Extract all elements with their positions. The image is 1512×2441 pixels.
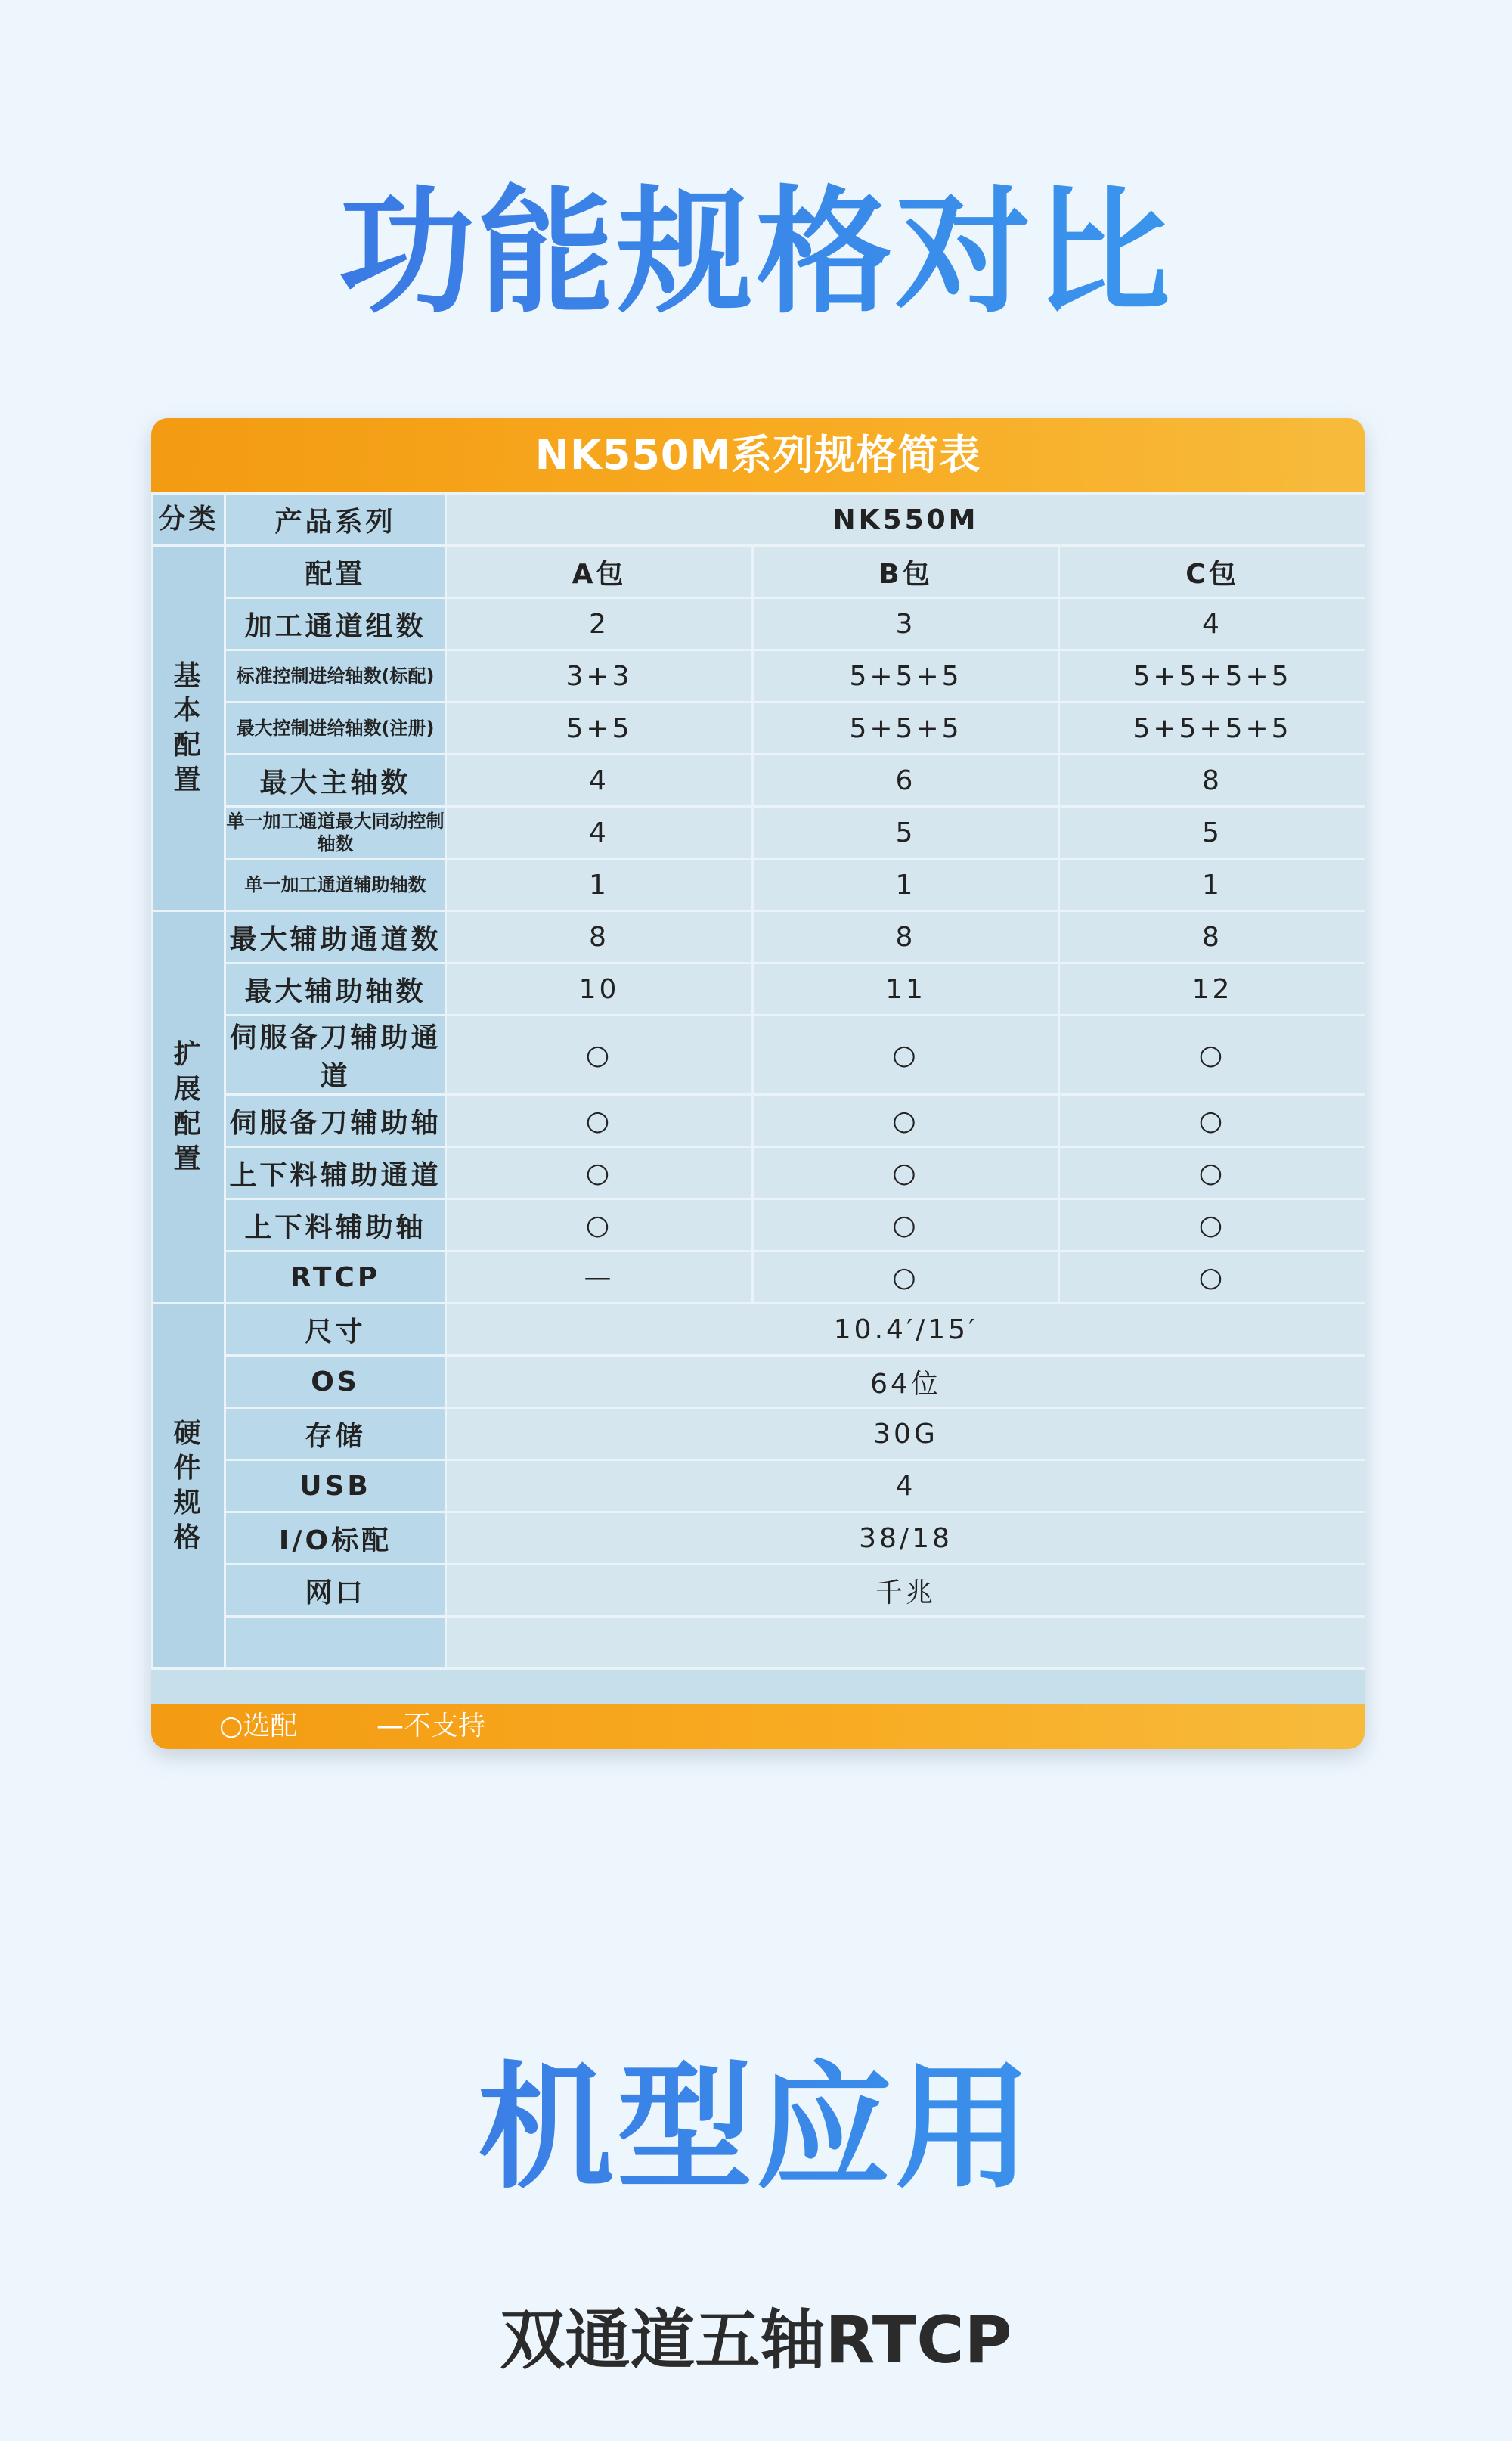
row-label: 加工通道组数	[225, 598, 446, 650]
table-cell: ○	[1059, 1095, 1365, 1147]
table-cell: 5+5	[446, 703, 753, 755]
table-cell: ○	[1059, 1016, 1365, 1095]
category-header: 分类	[153, 494, 225, 546]
row-label: 上下料辅助通道	[225, 1147, 446, 1199]
table-row	[153, 598, 1365, 650]
page-title: 功能规格对比	[0, 170, 1512, 337]
table-cell: 5	[753, 807, 1059, 859]
row-label: 伺服备刀辅助通道	[225, 1016, 446, 1095]
table-row	[153, 1016, 1365, 1095]
row-label: 最大辅助轴数	[225, 963, 446, 1016]
table-row	[153, 703, 1365, 755]
spec-table	[151, 492, 1365, 1670]
row-label: I/O标配	[225, 1512, 446, 1565]
table-cell: —	[446, 1252, 753, 1304]
table-cell: ○	[446, 1095, 753, 1147]
table-cell: 千兆	[446, 1565, 1365, 1617]
table-row	[153, 1565, 1365, 1617]
table-row	[153, 1147, 1365, 1199]
series-header: 产品系列	[225, 494, 446, 546]
table-row	[153, 1356, 1365, 1408]
row-label-empty	[225, 1617, 446, 1669]
table-cell: 5+5+5+5	[1059, 650, 1365, 703]
row-label: 最大控制进给轴数(注册)	[225, 703, 446, 755]
category-basic-label: 基本配置	[173, 660, 204, 796]
row-label: 尺寸	[225, 1304, 446, 1356]
row-label: OS	[225, 1356, 446, 1408]
category-hardware	[153, 1304, 225, 1669]
table-row	[153, 1199, 1365, 1252]
table-cell: 1	[1059, 859, 1365, 911]
table-cell: 10	[446, 963, 753, 1016]
section-subtitle: 双通道五轴RTCP	[500, 2303, 1012, 2378]
table-cell: ○	[753, 1252, 1059, 1304]
table-cell: 4	[446, 755, 753, 807]
table-cell: 5	[1059, 807, 1365, 859]
table-cell: ○	[1059, 1147, 1365, 1199]
table-cell: 5+5+5	[753, 650, 1059, 703]
table-row	[153, 546, 1365, 598]
table-cell: ○	[1059, 1252, 1365, 1304]
table-row	[153, 650, 1365, 703]
table-cell: 10.4′/15′	[446, 1304, 1365, 1356]
row-label: 单一加工通道最大同动控制轴数	[225, 807, 446, 859]
table-cell: ○	[446, 1147, 753, 1199]
category-hardware-label: 硬件规格	[173, 1418, 204, 1553]
table-row	[153, 1408, 1365, 1460]
table-cell: 8	[1059, 911, 1365, 963]
table-cell: 3	[753, 598, 1059, 650]
table-cell: ○	[753, 1199, 1059, 1252]
table-cell: ○	[753, 1147, 1059, 1199]
table-header-row	[153, 494, 1365, 546]
table-row-empty	[153, 1617, 1365, 1669]
package-header: B包	[753, 546, 1059, 598]
spec-card-title: NK550M系列规格简表	[151, 418, 1365, 492]
row-label: 最大辅助通道数	[225, 911, 446, 963]
row-label: 最大主轴数	[225, 755, 446, 807]
table-row	[153, 1460, 1365, 1512]
table-cell: 8	[446, 911, 753, 963]
row-label: USB	[225, 1460, 446, 1512]
row-label: 上下料辅助轴	[225, 1199, 446, 1252]
table-cell: 2	[446, 598, 753, 650]
category-extended	[153, 911, 225, 1304]
table-cell: ○	[753, 1095, 1059, 1147]
table-cell: 4	[1059, 598, 1365, 650]
table-cell: 4	[446, 1460, 1365, 1512]
table-cell: ○	[446, 1199, 753, 1252]
spec-card	[151, 418, 1365, 1749]
row-label: 伺服备刀辅助轴	[225, 1095, 446, 1147]
table-cell: 64位	[446, 1356, 1365, 1408]
table-cell: 8	[753, 911, 1059, 963]
table-cell: 5+5+5	[753, 703, 1059, 755]
row-label: 标准控制进给轴数(标配)	[225, 650, 446, 703]
table-cell: ○	[446, 1016, 753, 1095]
package-header: C包	[1059, 546, 1365, 598]
table-row	[153, 859, 1365, 911]
table-row	[153, 807, 1365, 859]
package-header: A包	[446, 546, 753, 598]
table-row	[153, 911, 1365, 963]
table-cell: 30G	[446, 1408, 1365, 1460]
category-basic	[153, 546, 225, 911]
legend-optional: ○选配	[219, 1711, 298, 1742]
table-cell-empty	[446, 1617, 1365, 1669]
table-cell: ○	[1059, 1199, 1365, 1252]
table-cell: 1	[446, 859, 753, 911]
category-extended-label: 扩展配置	[173, 1039, 204, 1174]
row-label: 单一加工通道辅助轴数	[225, 859, 446, 911]
table-row	[153, 1512, 1365, 1565]
table-cell: 38/18	[446, 1512, 1365, 1565]
table-cell: 11	[753, 963, 1059, 1016]
table-row	[153, 1304, 1365, 1356]
legend-bar	[151, 1704, 1365, 1749]
row-label: 网口	[225, 1565, 446, 1617]
table-row	[153, 963, 1365, 1016]
table-row	[153, 1252, 1365, 1304]
legend-unsupported: —不支持	[376, 1711, 486, 1742]
table-row	[153, 755, 1365, 807]
table-cell: 4	[446, 807, 753, 859]
table-cell: 8	[1059, 755, 1365, 807]
series-value: NK550M	[446, 494, 1365, 546]
table-row	[153, 1095, 1365, 1147]
table-cell: 12	[1059, 963, 1365, 1016]
table-cell: ○	[753, 1016, 1059, 1095]
table-cell: 5+5+5+5	[1059, 703, 1365, 755]
config-label: 配置	[225, 546, 446, 598]
row-label: 存储	[225, 1408, 446, 1460]
table-cell: 6	[753, 755, 1059, 807]
table-cell: 3+3	[446, 650, 753, 703]
section-title: 机型应用	[0, 2046, 1512, 2212]
row-label: RTCP	[225, 1252, 446, 1304]
table-cell: 1	[753, 859, 1059, 911]
